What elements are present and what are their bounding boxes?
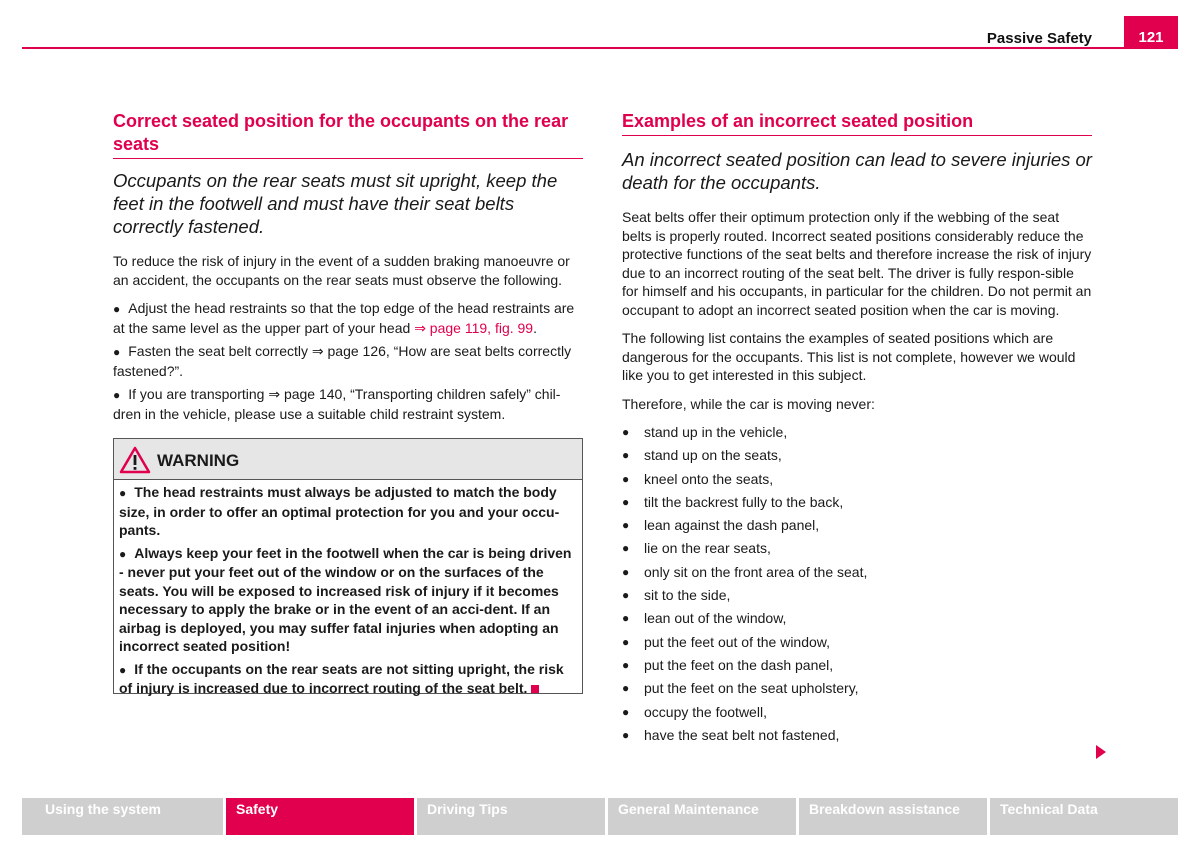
bullet-icon: ● — [119, 662, 127, 677]
list-item: ● kneel onto the seats, — [622, 470, 774, 487]
section-title: Passive Safety — [986, 30, 1092, 47]
bullet-icon: ● — [622, 681, 630, 696]
right-lead: An incorrect seated position can lead to severe injuries or death for the occupants. — [622, 149, 1092, 193]
right-paragraph-3: Therefore, while the car is moving never: — [622, 395, 875, 412]
list-item: ● put the feet on the dash panel, — [622, 656, 834, 673]
warning-title: WARNING — [157, 451, 240, 470]
list-item: ● put the feet out of the window, — [622, 633, 831, 650]
list-item: ● lean out of the window, — [622, 610, 787, 627]
list-item: ● lean against the dash panel, — [622, 517, 820, 534]
bullet-icon: ● — [622, 494, 630, 509]
end-of-section-icon — [531, 685, 539, 693]
bullet-icon: ● — [622, 611, 630, 626]
list-item: ● sit to the side, — [622, 587, 731, 604]
bullet-icon: ● — [622, 425, 630, 439]
warning-body — [114, 480, 582, 698]
left-heading: Correct seated position for the occupants on the rear seats — [113, 110, 583, 159]
warning-item-3: ● If the occupants on the rear seats are not sitting upright, the risk of injury is increased due to incorrect routing of the seat belt. — [119, 660, 564, 696]
list-item: ● have the seat belt not fastened, — [622, 726, 840, 743]
bullet-icon: ● — [622, 704, 630, 719]
bullet-icon: ● — [113, 388, 121, 402]
page-number: 121 — [1124, 16, 1178, 49]
left-intro: To reduce the risk of injury in the event of a sudden braking manoeuvre or an accident, the occupants on the rear seats must observe the following. — [113, 253, 570, 288]
next-page-arrow-icon[interactable] — [1096, 745, 1106, 759]
bullet-icon: ● — [622, 657, 630, 672]
left-bullet-3: ● If you are transporting ⇒ page 140, “Transporting children safely” chil-dren in the vehicle, please use a suitable child restraint system. — [113, 386, 561, 422]
footer-navigation — [22, 798, 1178, 835]
tab-using-the-system[interactable]: Using the system — [22, 798, 223, 835]
warning-box — [113, 438, 583, 694]
tab-general-maintenance[interactable]: General Maintenance — [608, 798, 796, 835]
bullet-icon: ● — [622, 518, 630, 533]
right-paragraph-2: The following list contains the examples of seated positions which are dangerous for the occupants. This list is not complete, however we would like you to get interested in this subject. — [622, 330, 1076, 383]
bullet-icon: ● — [113, 345, 121, 359]
list-item: ● occupy the footwell, — [622, 703, 767, 720]
left-column — [113, 110, 583, 428]
page-reference-link[interactable]: ⇒ page 119, fig. 99 — [414, 319, 534, 336]
tab-technical-data[interactable]: Technical Data — [990, 798, 1178, 835]
warning-item-2: ● Always keep your feet in the footwell when the car is being driven - never put your feet out of the window or on the surfaces of the seats. You will be exposed to increased risk of injury if it becomes necessary to apply the brake or in the event of an acci-dent. If an airbag is deployed, you may suffer fatal injuries when adopting an incorrect seated position! — [119, 544, 572, 654]
bullet-icon: ● — [113, 302, 121, 316]
bullet-icon: ● — [622, 471, 630, 486]
warning-triangle-icon — [119, 446, 151, 474]
warning-header — [114, 439, 582, 480]
left-lead: Occupants on the rear seats must sit upright, keep the feet in the footwell and must have their seat belts correctly fastened. — [113, 170, 558, 237]
list-item: ● only sit on the front area of the seat, — [622, 563, 868, 580]
bullet-icon: ● — [119, 546, 127, 561]
tab-safety[interactable]: Safety — [226, 798, 414, 835]
tab-driving-tips[interactable]: Driving Tips — [417, 798, 605, 835]
header-rule — [22, 47, 1178, 49]
list-item: ● stand up in the vehicle, — [622, 424, 788, 440]
bullet-icon: ● — [622, 588, 630, 603]
list-item: ● stand up on the seats, — [622, 447, 782, 464]
warning-item-1: ● The head restraints must always be adjusted to match the body size, in order to offer an optimal protection for you and your occu-pants. — [119, 484, 560, 538]
list-item: ● tilt the backrest fully to the back, — [622, 493, 844, 510]
incorrect-positions-list — [622, 423, 1092, 744]
right-heading: Examples of an incorrect seated position — [622, 110, 1092, 136]
list-item: ● lie on the rear seats, — [622, 540, 771, 557]
right-paragraph-1: Seat belts offer their optimum protection only if the webbing of the seat belts is properly routed. Incorrect seated positions considerably reduce the protective functions of the seat belts and therefore increase the risk of injury due to an incorrect routing of the seat belt. The driver is fully respon-sible for himself and his occupants, in particular for the children. Do not permit an occupant to adopt an incorrect seated position when the car is moving. — [622, 209, 1092, 318]
list-item: ● put the feet on the seat upholstery, — [622, 680, 859, 697]
bullet-icon: ● — [622, 727, 630, 742]
bullet-icon: ● — [622, 564, 630, 579]
bullet-icon: ● — [622, 448, 630, 463]
bullet-icon: ● — [119, 486, 127, 500]
left-bullet-1: ● Adjust the head restraints so that the top edge of the head restraints are at the same level as the upper part of your head ⇒ page 119, fig. 99. — [113, 300, 575, 336]
bullet-icon: ● — [622, 634, 630, 649]
right-column — [622, 110, 1092, 749]
left-bullet-2: ● Fasten the seat belt correctly ⇒ page 126, “How are seat belts correctly fastened?”. — [113, 343, 572, 379]
tab-breakdown-assistance[interactable]: Breakdown assistance — [799, 798, 987, 835]
bullet-icon: ● — [622, 541, 630, 556]
